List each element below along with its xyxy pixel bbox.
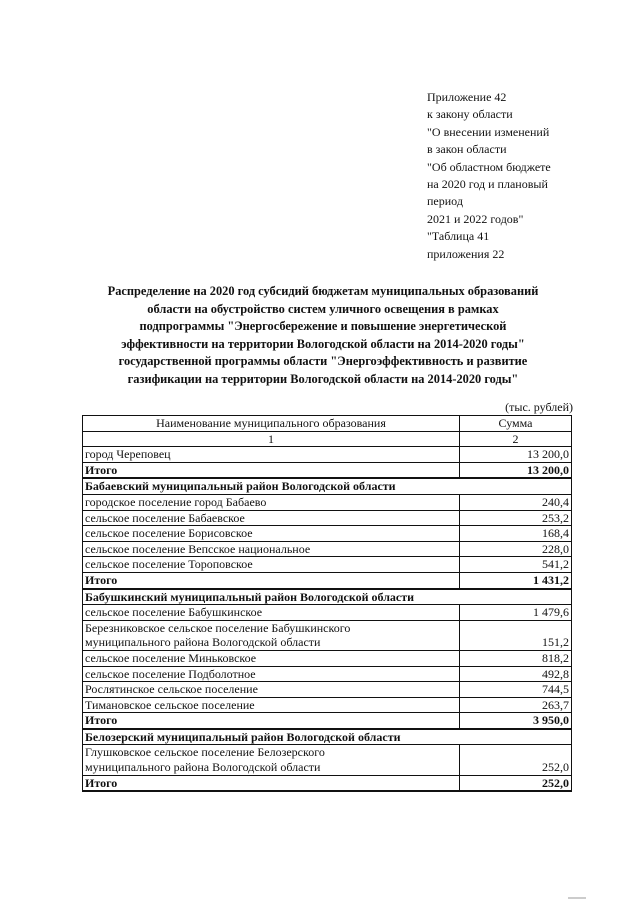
total-label: Итого [83, 572, 460, 588]
total-sum: 13 200,0 [460, 462, 572, 478]
appendix-note [427, 89, 597, 263]
column-index: 1 [83, 431, 460, 447]
municipality-name: Тимановское сельское поселение [83, 697, 460, 713]
table-row [83, 526, 572, 542]
subsidy-sum: 1 479,6 [460, 605, 572, 621]
subsidy-sum: 263,7 [460, 697, 572, 713]
total-label: Итого [83, 713, 460, 729]
appendix-line: на 2020 год и плановый [427, 177, 548, 192]
total-row [83, 713, 572, 729]
appendix-line: "Об областном бюджете [427, 159, 551, 174]
table-row [83, 557, 572, 573]
appendix-line: Приложение 42 [427, 90, 507, 104]
title-line: области на обустройство систем уличного освещения в рамках [147, 301, 499, 316]
subsidy-sum: 253,2 [460, 510, 572, 526]
subsidy-table [82, 415, 572, 792]
appendix-line: к закону области [427, 107, 513, 122]
title-line: подпрограммы "Энергосбережение и повышение энергетической [139, 319, 507, 334]
district-header-row [83, 729, 572, 745]
municipality-name: город Череповец [83, 447, 460, 463]
total-row [83, 462, 572, 478]
subsidy-sum: 492,8 [460, 666, 572, 682]
document-title [78, 283, 568, 389]
table-row [83, 697, 572, 713]
district-header-row [83, 478, 572, 494]
municipality-name [83, 745, 460, 775]
municipality-name: сельское поселение Вепсское национальное [83, 541, 460, 557]
subsidy-sum: 240,4 [460, 494, 572, 510]
municipality-name: сельское поселение Миньковское [83, 650, 460, 666]
subsidy-sum: 744,5 [460, 682, 572, 698]
column-index: 2 [460, 431, 572, 447]
subsidy-sum: 13 200,0 [460, 447, 572, 463]
district-name: Бабушкинский муниципальный район Вологодской области [83, 589, 572, 605]
subsidy-sum: 168,4 [460, 526, 572, 542]
district-name: Бабаевский муниципальный район Вологодской области [83, 478, 572, 494]
appendix-line: приложения 22 [427, 246, 505, 261]
municipality-name: Рослятинское сельское поселение [83, 682, 460, 698]
title-line: эффективности на территории Вологодской области на 2014-2020 годы" [121, 336, 525, 351]
appendix-line: 2021 и 2022 годов" [427, 211, 524, 226]
column-index-row [83, 431, 572, 447]
table-row [83, 745, 572, 775]
total-row [83, 572, 572, 588]
table-row [83, 650, 572, 666]
subsidy-sum: 541,2 [460, 557, 572, 573]
appendix-line: "Таблица 41 [427, 229, 490, 244]
table-row [83, 605, 572, 621]
municipality-name-line: Березниковское сельское поселение Бабушкинского [85, 620, 351, 635]
unit-note: (тыс. рублей) [505, 400, 573, 414]
table-row [83, 510, 572, 526]
title-line: государственной программы области "Энергоэффективность и развитие [118, 354, 528, 369]
municipality-name: сельское поселение Тороповское [83, 557, 460, 573]
table-header-row [83, 416, 572, 432]
district-header-row [83, 589, 572, 605]
table-row [83, 682, 572, 698]
total-label: Итого [83, 462, 460, 478]
subsidy-sum: 252,0 [460, 745, 572, 775]
municipality-name: сельское поселение Бабаевское [83, 510, 460, 526]
municipality-name: городское поселение город Бабаево [83, 494, 460, 510]
municipality-name: сельское поселение Подболотное [83, 666, 460, 682]
title-line: газификации на территории Вологодской области на 2014-2020 годы" [127, 371, 519, 386]
title-line: Распределение на 2020 год субсидий бюджетам муниципальных образований [107, 284, 539, 298]
table-row [83, 666, 572, 682]
total-row [83, 775, 572, 791]
municipality-name [83, 620, 460, 650]
column-header-name: Наименование муниципального образования [83, 416, 460, 432]
total-sum: 3 950,0 [460, 713, 572, 729]
municipality-name-line: Глушковское сельское поселение Белозерского [85, 745, 325, 760]
table-row [83, 620, 572, 650]
total-sum: 252,0 [460, 775, 572, 791]
district-name: Белозерский муниципальный район Вологодской области [83, 729, 572, 745]
municipality-name: сельское поселение Борисовское [83, 526, 460, 542]
subsidy-sum: 151,2 [460, 620, 572, 650]
table-row [83, 447, 572, 463]
total-sum: 1 431,2 [460, 572, 572, 588]
subsidy-sum: 228,0 [460, 541, 572, 557]
subsidy-sum: 818,2 [460, 650, 572, 666]
table-body [83, 447, 572, 792]
table-row [83, 494, 572, 510]
appendix-line: "О внесении изменений [427, 124, 550, 139]
table-row [83, 541, 572, 557]
appendix-line: в закон области [427, 142, 507, 157]
total-label: Итого [83, 775, 460, 791]
scan-artifact [568, 897, 586, 899]
municipality-name: сельское поселение Бабушкинское [83, 605, 460, 621]
column-header-sum: Сумма [460, 416, 572, 432]
municipality-name-line: муниципального района Вологодской области [85, 635, 321, 650]
appendix-line: период [427, 194, 463, 209]
municipality-name-line: муниципального района Вологодской области [85, 760, 321, 775]
